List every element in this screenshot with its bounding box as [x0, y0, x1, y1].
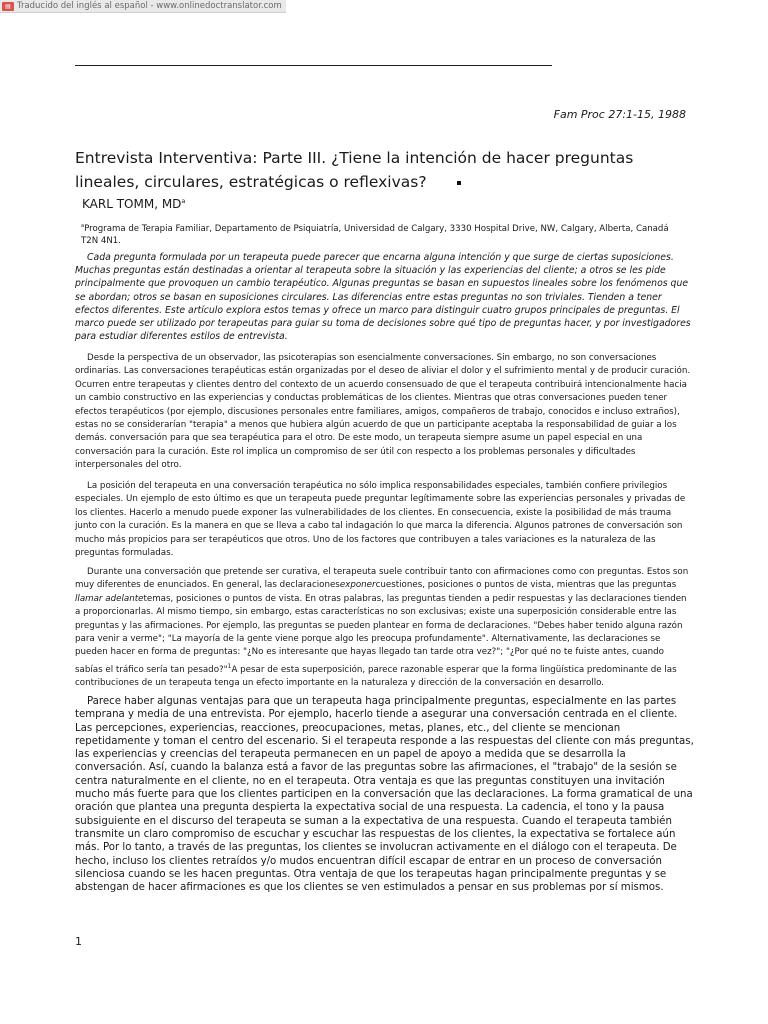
- body-paragraph-4: [75, 695, 697, 894]
- article-title-text: Entrevista Interventiva: Parte III. ¿Tiene la intención de hacer preguntas lineales, circulares, estratégicas o reflexivas?: [75, 149, 634, 191]
- document-translate-icon: ▤: [2, 2, 14, 11]
- abstract-text: Cada pregunta formulada por un terapeuta puede parecer que encarna alguna intención y que surge de ciertas suposiciones. Muchas preguntas están destinadas a orientar al terapeuta sobre la situación y las experiencias del cliente; a otros se les pide principalmente que provoquen un cambio terapéutico. Algunas preguntas se basan en supuestos lineales sobre los fenómenos que se abordan; otros se basan en suposiciones circulares. Las diferencias entre estas preguntas no son triviales. Tienden a tener efectos diferentes. Este artículo explora estos temas y ofrece un marco para distinguir cuatro grupos principales de preguntas. El marco puede ser utilizado por terapeutas para guiar su toma de decisiones sobre qué tipo de preguntas hacer, y por investigadores para estudiar diferentes estilos de entrevista.: [75, 252, 691, 343]
- p3-part2: cuestiones, posiciones o puntos de vista, mientras que las preguntas: [375, 580, 677, 591]
- page-number: 1: [75, 935, 82, 948]
- body-paragraph-1-text: Desde la perspectiva de un observador, las psicoterapias son esencialmente conversaciones. Sin embargo, no son conversaciones ordinarias. Las conversaciones terapéuticas están organizadas por el deseo de aliviar el dolor y el sufrimiento mental y de producir curación. Ocurren entre terapeutas y clientes dentro del contexto de un acuerdo consensuado de que el terapeuta contribuirá intencionalmente hacia un cambio constructivo en las experiencias y conductas problemáticas de los clientes. Mientras que otras conversaciones pueden tener efectos terapéuticos (por ejemplo, discusiones personales entre familiares, amigos, compañeros de trabajo, conocidos e incluso extraños), estas no se considerarían "terapia" a menos que hubiera algún acuerdo de que un participante aceptaba la responsabilidad de guiar a los demás. conversación para que sea terapéutica para el otro. De este modo, un terapeuta siempre asume un papel especial en una conversación para la curación. Este rol implica un compromiso de ser útil con respecto a los problemas personales y dificultades interpersonales del otro.: [75, 353, 691, 471]
- affiliation: [81, 220, 681, 247]
- body-paragraph-2: [75, 480, 691, 560]
- translator-banner[interactable]: [0, 0, 286, 13]
- header-rule: [75, 65, 552, 66]
- abstract: [75, 251, 691, 343]
- body-paragraph-2-text: La posición del terapeuta en una conversación terapéutica no sólo implica responsabilidades especiales, también confiere privilegios especiales. Un ejemplo de esto último es que un terapeuta puede preguntar legítimamente sobre las experiencias personales y privadas de los clientes. Hacerlo a menudo puede exponer las vulnerabilidades de los clientes. En consecuencia, existe la posibilidad de más trauma junto con la curación. Es la manera en que se lleva a cabo tal indagación lo que marca la diferencia. Algunos patrones de conversación son mucho más propicios para ser terapéuticos que otros. Uno de los factores que contribuyen a tales variaciones es la naturaleza de las preguntas formuladas.: [75, 481, 686, 559]
- p3-part3: temas, posiciones o puntos de vista. En otras palabras, las preguntas tienden a pedir respuestas y las declaraciones tienden a proporcionarlas. Al mismo tiempo, sin embargo, estas características no son exclusivas; existe una superposición considerable entre las preguntas y las afirmaciones. Por ejemplo, las preguntas se pueden plantear en forma de declaraciones. "Debes haber tenido alguna razón para venir a verme"; "La mayoría de la gente viene porque algo les preocupa profundamente". Alternativamente, las declaraciones se pueden hacer en forma de preguntas: "¿No es interesante que hayas llegado tan tarde otra vez?"; "¿Por qué no te fuiste antes, cuando sabías el tráfico sería tan pesado?": [75, 593, 687, 675]
- journal-citation: Fam Proc 27:1-15, 1988: [553, 108, 686, 121]
- p3-part4: A pesar de esta superposición, parece razonable esperar que la forma lingüística predominante de las contribuciones de un terapeuta tenga un efecto importante en la naturaleza y dirección de la conversación en desarrollo.: [75, 664, 677, 689]
- body-paragraph-3: [75, 566, 691, 691]
- translator-banner-text: Traducido del inglés al español - www.onlinedoctranslator.com: [17, 1, 282, 11]
- p3-part1: Durante una conversación que pretende ser curativa, el terapeuta suele contribuir tanto con afirmaciones como con preguntas. Estos son muy diferentes de enunciados. En general, las declaraciones: [75, 567, 689, 591]
- affiliation-marker: a: [81, 223, 85, 229]
- p3-italic1: exponer: [339, 580, 376, 591]
- footnote-marker[interactable]: 1: [227, 662, 232, 670]
- bullet-marker: [457, 181, 461, 185]
- body-paragraph-4-text: Parece haber algunas ventajas para que un terapeuta haga principalmente preguntas, especialmente en las partes temprana y media de una entrevista. Por ejemplo, hacerlo tiende a asegurar una conversación centrada en el cliente. Las percepciones, experiencias, reacciones, preocupaciones, metas, planes, etc., del cliente se mencionan repetidamente y toman el centro del escenario. Si el terapeuta responde a las respuestas del cliente con más preguntas, las experiencias y creencias del terapeuta permanecen en un papel de apoyo a medida que se desarrolla la conversación. Así, cuando la balanza está a favor de las preguntas sobre las afirmaciones, el "trabajo" de la sesión se centra naturalmente en el cliente, no en el terapeuta. Otra ventaja es que las preguntas constituyen una invitación mucho más fuerte para que los clientes participen en la conversación que las declaraciones. La forma gramatical de una oración que plantea una pregunta despierta la expectativa social de una respuesta. La cadencia, el tono y la pausa subsiguiente en el discurso del terapeuta se suman a la expectativa de una respuesta. Cuando el terapeuta también transmite un claro compromiso de escuchar y escuchar las respuestas de los clientes, la expectativa se fortalece aún más. Por lo tanto, a través de las preguntas, los clientes se involucran activamente en el diálogo con el terapeuta. De hecho, incluso los clientes retraídos y/o mudos encuentran difícil escapar de entrar en un proceso de conversación silenciosa cuando se les hacen preguntas. Otra ventaja de que los terapeutas hagan principalmente preguntas y se abstengan de hacer afirmaciones es que los clientes se ven estimulados a pensar en sus problemas por sí mismos.: [75, 696, 694, 894]
- author-marker: a: [181, 197, 186, 205]
- author-line: [82, 197, 185, 211]
- article-title: [75, 146, 695, 194]
- body-paragraph-1: [75, 352, 691, 473]
- p3-italic2: llamar adelante: [75, 593, 144, 604]
- affiliation-text: Programa de Terapia Familiar, Departamento de Psiquiatría, Universidad de Calgary, 3330 Hospital Drive, NW, Calgary, Alberta, Canadá T2N 4N1.: [81, 223, 669, 246]
- author-name: KARL TOMM, MD: [82, 197, 182, 211]
